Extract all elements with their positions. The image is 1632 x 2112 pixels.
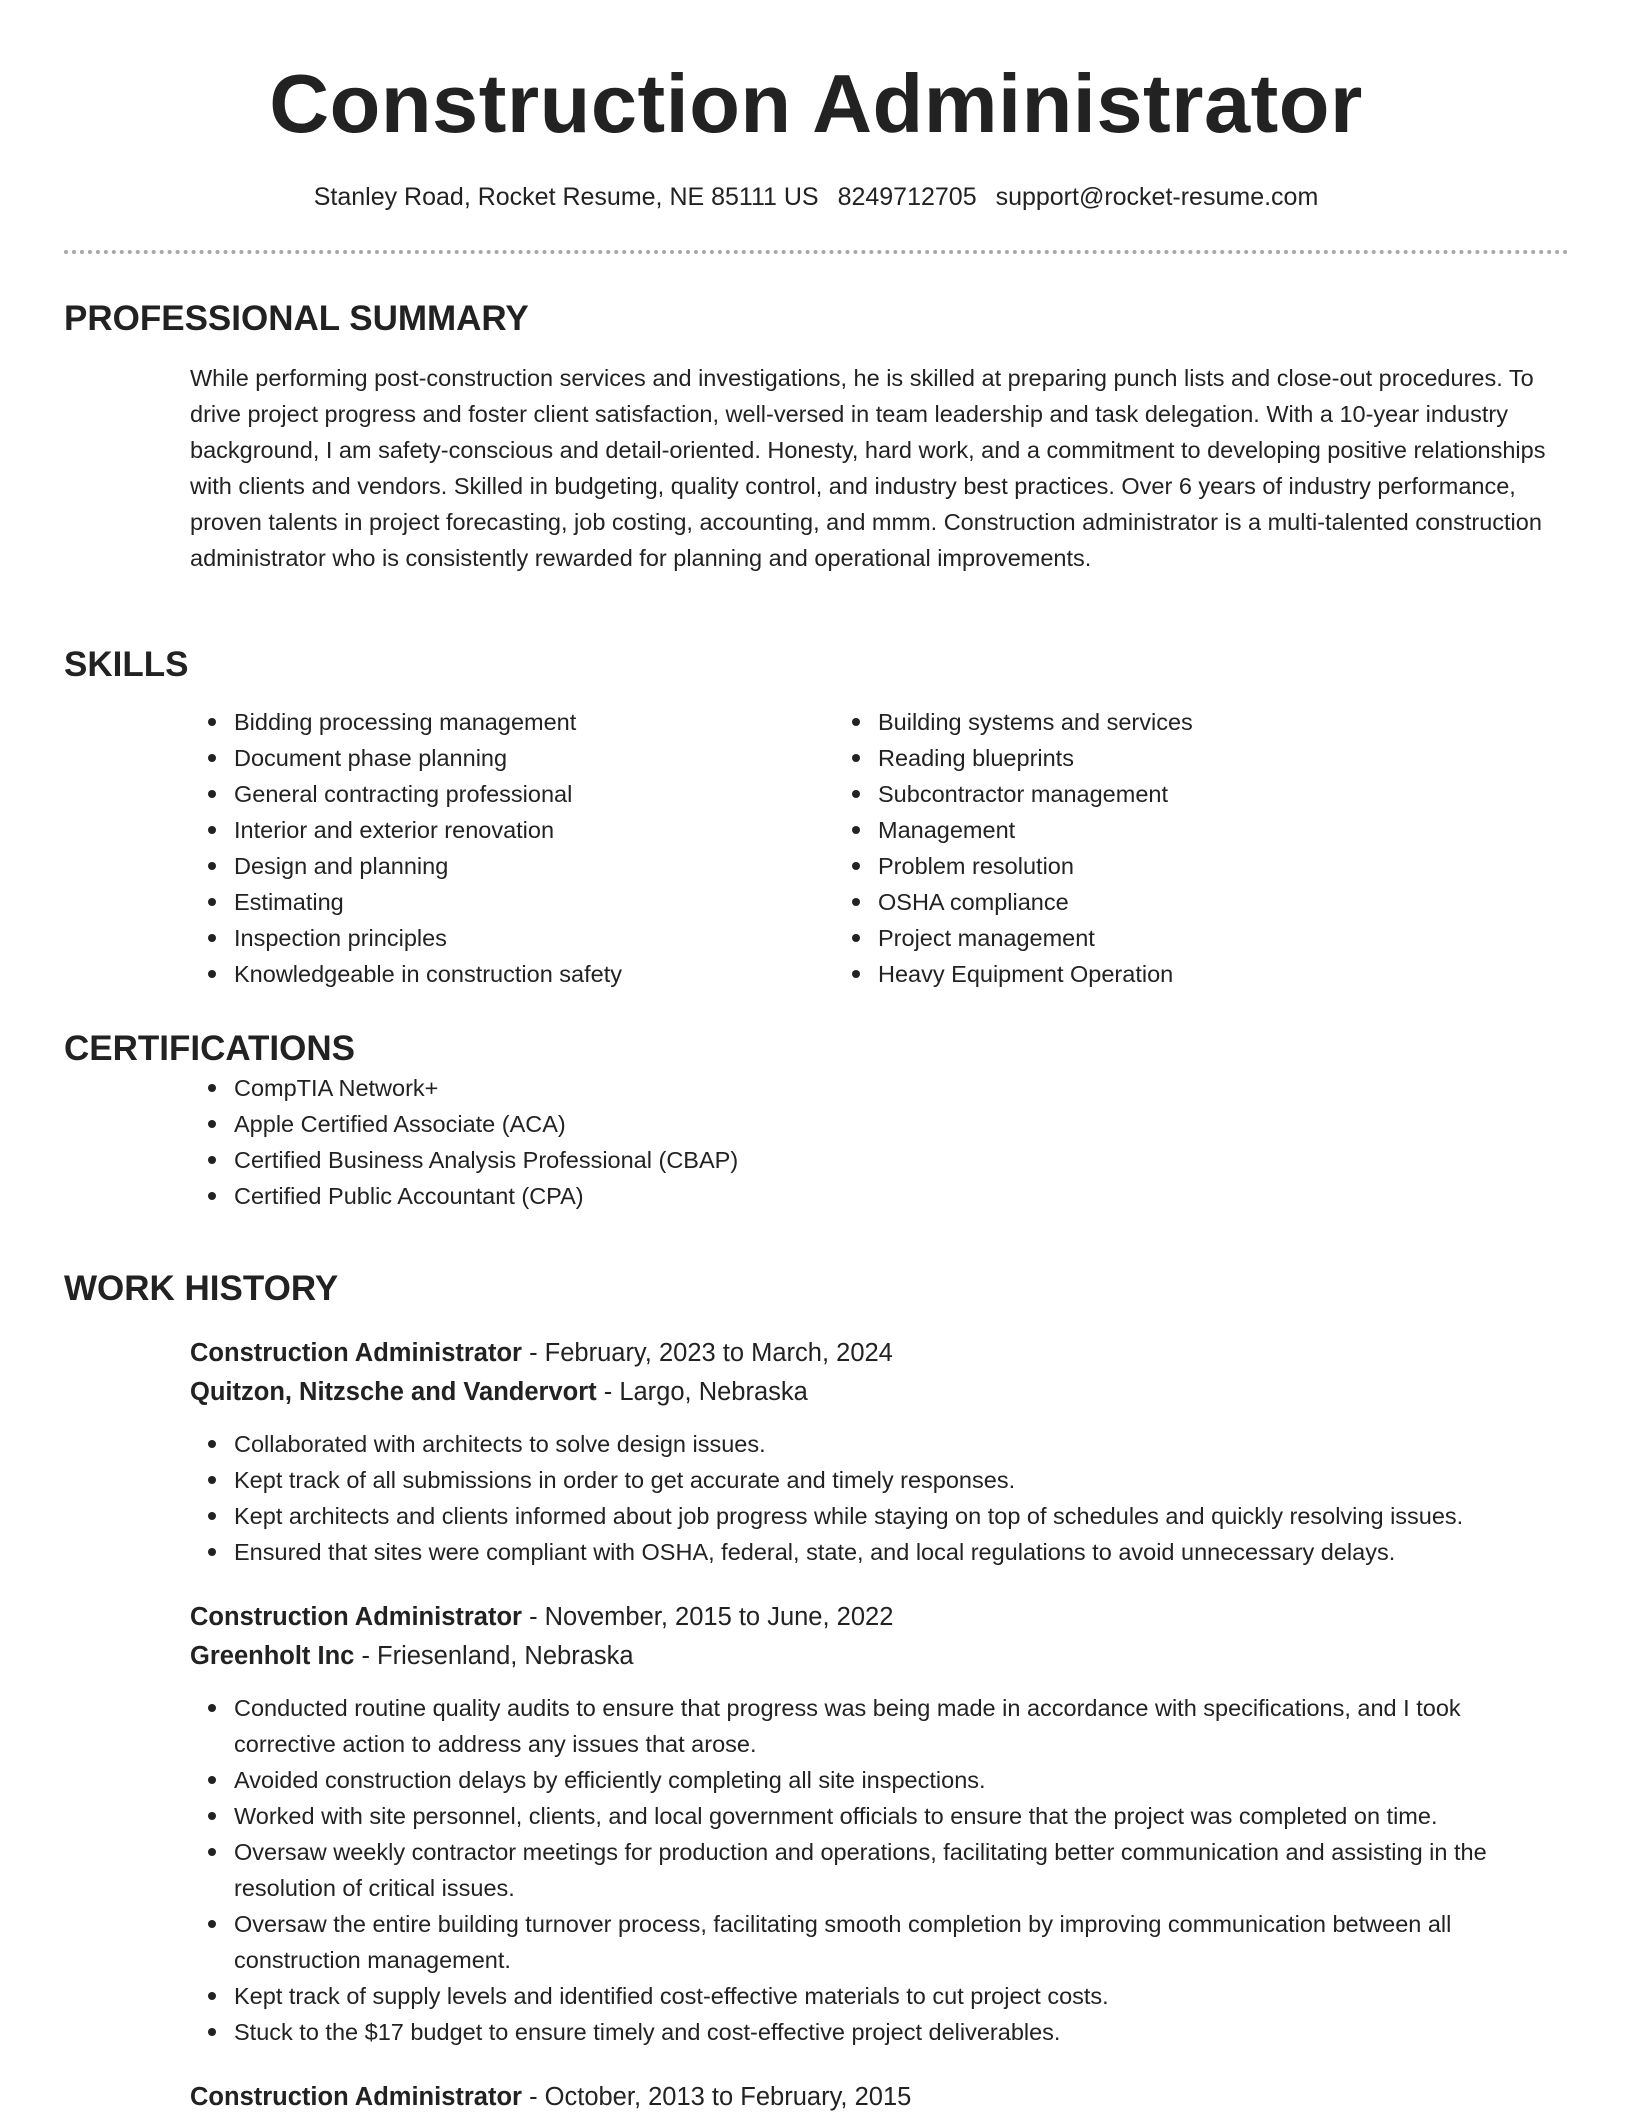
- summary-section: [64, 298, 1569, 576]
- job-role-line: [190, 1598, 1569, 1637]
- summary-title: PROFESSIONAL SUMMARY: [64, 299, 529, 338]
- contact-phone: 8249712705: [837, 183, 977, 211]
- skill-item: Knowledgeable in construction safety: [234, 956, 914, 992]
- skill-item: Management: [878, 812, 1558, 848]
- job-company: Greenholt Inc: [190, 1642, 355, 1670]
- job-duty: Kept architects and clients informed about job progress while staying on top of schedules and quickly resolving issues.: [234, 1498, 1569, 1534]
- job-duty: Avoided construction delays by efficiently completing all site inspections.: [234, 1762, 1569, 1798]
- certification-item: CompTIA Network+: [234, 1070, 1569, 1106]
- job-duty: Worked with site personnel, clients, and local government officials to ensure that the project was completed on time.: [234, 1798, 1569, 1834]
- job-dates: - October, 2013 to February, 2015: [521, 2083, 912, 2111]
- skill-item: Bidding processing management: [234, 704, 914, 740]
- job-role-line: [190, 1334, 1569, 1373]
- skills-list-right: [878, 704, 1558, 992]
- skill-item: Inspection principles: [234, 920, 914, 956]
- certification-item: Certified Business Analysis Professional (CBAP): [234, 1142, 1569, 1178]
- skill-item: OSHA compliance: [878, 884, 1558, 920]
- skills-title: SKILLS: [64, 645, 189, 684]
- skill-item: Interior and exterior renovation: [234, 812, 914, 848]
- skill-item: Problem resolution: [878, 848, 1558, 884]
- job-company-line: [190, 1373, 1569, 1412]
- skills-columns: [64, 704, 1569, 992]
- job-entry: [190, 2078, 1569, 2112]
- job-duty: Stuck to the $17 budget to ensure timely and cost-effective project deliverables.: [234, 2014, 1569, 2050]
- job-duty: Kept track of supply levels and identified cost-effective materials to cut project costs.: [234, 1978, 1569, 2014]
- contact-email: support@rocket-resume.com: [995, 183, 1319, 211]
- skill-item: Project management: [878, 920, 1558, 956]
- skill-item: Reading blueprints: [878, 740, 1558, 776]
- job-duty: Ensured that sites were compliant with OSHA, federal, state, and local regulations to avoid unnecessary delays.: [234, 1534, 1569, 1570]
- job-location: - Friesenland, Nebraska: [354, 1642, 634, 1670]
- skills-section: [64, 644, 1569, 992]
- job-duty: Kept track of all submissions in order to get accurate and timely responses.: [234, 1462, 1569, 1498]
- job-role: Construction Administrator: [190, 1339, 522, 1367]
- candidate-name: Construction Administrator: [269, 57, 1363, 150]
- job-duties: [190, 1690, 1569, 2050]
- job-dates: - February, 2023 to March, 2024: [521, 1339, 893, 1367]
- job-role: Construction Administrator: [190, 1603, 522, 1631]
- job-duty: Conducted routine quality audits to ensure that progress was being made in accordance with specifications, and I took corrective action to address any issues that arose.: [234, 1690, 1569, 1762]
- skill-item: Design and planning: [234, 848, 914, 884]
- job-duty: Oversaw the entire building turnover process, facilitating smooth completion by improving communication between all construction management.: [234, 1906, 1569, 1978]
- certification-item: Apple Certified Associate (ACA): [234, 1106, 1569, 1142]
- header-divider: [64, 250, 1569, 254]
- job-role: Construction Administrator: [190, 2083, 522, 2111]
- summary-text: While performing post-construction services and investigations, he is skilled at preparing punch lists and close-out procedures. To drive project progress and foster client satisfaction, well-versed in team leadership and task delegation. With a 10-year industry background, I am safety-conscious and detail-oriented. Honesty, hard work, and a commitment to developing positive relationships with clients and vendors. Skilled in budgeting, quality control, and industry best practices. Over 6 years of industry performance, proven talents in project forecasting, job costing, accounting, and mmm. Construction administrator is a multi-talented construction administrator who is consistently rewarded for planning and operational improvements.: [190, 365, 1546, 571]
- job-company: Quitzon, Nitzsche and Vandervort: [190, 1378, 597, 1406]
- certifications-title: CERTIFICATIONS: [64, 1029, 356, 1068]
- contact-line: [0, 182, 1632, 212]
- skills-list-left: [64, 704, 914, 992]
- certification-item: Certified Public Accountant (CPA): [234, 1178, 1569, 1214]
- job-entry: [190, 1334, 1569, 1570]
- job-location: - Largo, Nebraska: [596, 1378, 808, 1406]
- contact-address: Stanley Road, Rocket Resume, NE 85111 US: [313, 183, 819, 211]
- skill-item: General contracting professional: [234, 776, 914, 812]
- skill-item: Document phase planning: [234, 740, 914, 776]
- skill-item: Subcontractor management: [878, 776, 1558, 812]
- work-history-title: WORK HISTORY: [64, 1269, 339, 1308]
- job-role-line: [190, 2078, 1569, 2112]
- certifications-section: [64, 1028, 1569, 1214]
- certifications-list: [64, 1070, 1569, 1214]
- skill-item: Heavy Equipment Operation: [878, 956, 1558, 992]
- job-duty: Oversaw weekly contractor meetings for production and operations, facilitating better communication and assisting in the resolution of critical issues.: [234, 1834, 1569, 1906]
- job-duties: [190, 1426, 1569, 1570]
- job-dates: - November, 2015 to June, 2022: [521, 1603, 894, 1631]
- job-duty: Collaborated with architects to solve design issues.: [234, 1426, 1569, 1462]
- skill-item: Estimating: [234, 884, 914, 920]
- job-company-line: [190, 1637, 1569, 1676]
- work-history-section: [64, 1268, 1569, 2112]
- job-entry: [190, 1598, 1569, 2050]
- skill-item: Building systems and services: [878, 704, 1558, 740]
